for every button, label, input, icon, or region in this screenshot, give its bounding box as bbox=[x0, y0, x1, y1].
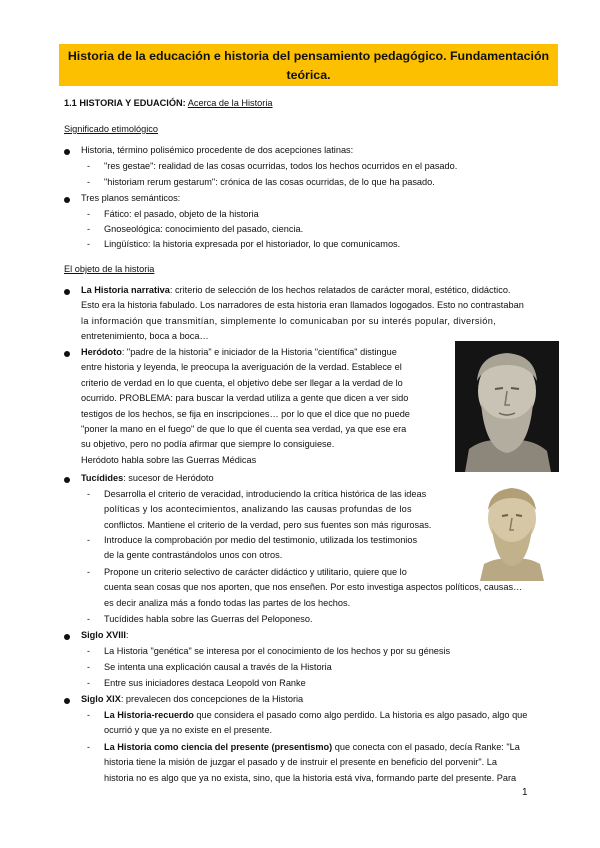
etym-sub-5: Lingüístico: la historia expresada por el historiador, lo que comunicamos. bbox=[104, 239, 401, 249]
document-page: Historia de la educación e historia del pensamiento pedagógico. Fundamentación teórica. 1.1 HISTORIA Y EDUACIÓN: Acerca de la Historia Significado etimológico Historia, término polisémico procedente de dos acepciones latinas: - "res gestae": realidad de las cosas ocurridas, todos los hechos ocurridos en el pasado. - "historiam rerum gestarum": crónica de las cosas ocurridas, de lo que ha pasado. Tres planos semánticos: - Fático: el pasado, objeto de la historia - Gnoseológica: conocimiento del pasado, ciencia. - Lingüístico: la historia expresada por el historiador, lo que comunicamos. El objeto de la historia La Historia narrativa: criterio de selección de los hechos relatados de carácter moral, estético, didáctico. Esto era la historia fabulado. Los narradores de esta historia eran llamados logogados. Esto no contrastaban la información que transmitían, simplemente lo comunicaban por su interés popular, diversión, entretenimiento, boca a boca… Heródoto: "padre de la historia" e iniciador de la Historia "científica" distingue entre historia y leyenda, le preocupa la averiguación de la verdad. Establece el criterio de verdad en lo que cuenta, el objetivo debe ser llegar a la verdad de lo ocurrido. PROBLEMA: para buscar la verdad utiliza a gente que dicen a ver sido testigos de los hechos, se fija en inscripciones… por lo que el dice que no puede "poner la mano en el fuego" de que lo que él cuenta sea verdad, ya que ese era su objetivo, pero no podía afirmar que siempre lo consiguiese. Heródoto habla sobre las Guerras Médicas Tucídides: sucesor de Heródoto - Desarrolla el criterio de veracidad, introduciendo la crítica histórica de las ideas políticas y los acontecimientos, analizando las causas profundas de los conflictos. Mantiene el criterio de la verdad, pero sus fuentes son más rigurosas. - Introduce la comprobación por medio del testimonio, utilizada los testimonios de la gente contrastándolos unos con otros. - Propone un criterio selectivo de carácter didáctico y utilitario, quiere que lo cuenta sean cosas que nos aporten, que nos enseñen. Por esto investiga aspectos políticos, causas… es decir analiza más a fondo todas las partes de los hechos. - Tucídides habla sobre las Guerras del Peloponeso. Siglo XVIII: - La Historia "genética" se interesa por el conocimiento de los hechos y por su génesis - Se intenta una explicación causal a través de la Historia - Entre sus iniciadores destaca Leopold von Ranke Siglo XIX: prevalecen dos concepciones de la Historia - La Historia-recuerdo que considera el pasado como algo perdido. La historia es algo pasado, algo que ocurrió y que ya no existe en el presente. - La Historia como ciencia del presente (presentismo) que conecta con el pasado, decía Ranke: "La historia tiene la misión de juzgar el pasado y de instruir el presente en beneficio del porvenir". La historia no es algo que ya no exista, sino, que la historia está viva, formando parte del presente. Para 1 bbox=[0, 0, 600, 848]
bullet-dot bbox=[64, 477, 70, 483]
bullet-dot bbox=[64, 149, 70, 155]
thucydides-point-2: Introduce la comprobación por medio del testimonio, utilizada los testimonios de la gente contrastándolos unos con otros. bbox=[104, 535, 418, 561]
etym-bullet-1: Historia, término polisémico procedente de dos acepciones latinas: bbox=[81, 145, 354, 155]
object-heading: El objeto de la historia bbox=[64, 264, 155, 274]
bullet-dot bbox=[64, 289, 70, 295]
century-18-point-1: La Historia "genética" se interesa por el conocimiento de los hechos y por su génesis bbox=[104, 646, 451, 656]
thucydides-point-4: Tucídides habla sobre las Guerras del Peloponeso. bbox=[104, 614, 313, 624]
bullet-dot bbox=[64, 197, 70, 203]
etymology-heading: Significado etimológico bbox=[64, 124, 158, 134]
section-subtitle: Acerca de la Historia bbox=[187, 98, 273, 108]
thucydides-bust-image bbox=[466, 480, 558, 581]
thucydides-bust-icon bbox=[466, 480, 558, 581]
section-number-title: 1.1 HISTORIA Y EDUACIÓN bbox=[64, 98, 183, 108]
herodotus-bust-icon bbox=[455, 341, 559, 472]
century-18-heading: Siglo XVIII: bbox=[81, 630, 129, 640]
century-18-point-2: Se intenta una explicación causal a través de la Historia bbox=[104, 662, 332, 672]
herodotus-bust-image bbox=[455, 341, 559, 472]
etym-sub-2: "historiam rerum gestarum": crónica de las cosas ocurridas, de lo que ha pasado. bbox=[104, 177, 435, 187]
century-19-point-1: La Historia-recuerdo que considera el pasado como algo perdido. La historia es algo pasado, algo que ocurrió y que ya no existe en el presente. bbox=[104, 710, 528, 736]
page-number: 1 bbox=[522, 787, 528, 798]
century-18-point-3: Entre sus iniciadores destaca Leopold von Ranke bbox=[104, 678, 306, 688]
etym-sub-1: "res gestae": realidad de las cosas ocurridas, todos los hechos ocurridos en el pasado. bbox=[104, 161, 458, 171]
thucydides-point-3: Propone un criterio selectivo de carácter didáctico y utilitario, quiere que lo cuenta sean cosas que nos aporten, que nos enseñen. Por esto investiga aspectos políticos, causas… es decir analiza más a fondo todas las partes de los hechos. bbox=[104, 567, 523, 608]
etym-bullet-2: Tres planos semánticos: bbox=[81, 193, 181, 203]
century-19-heading: Siglo XIX: prevalecen dos concepciones de la Historia bbox=[81, 694, 304, 704]
narrative-paragraph: La Historia narrativa: criterio de selección de los hechos relatados de carácter moral, estético, didáctico. Esto era la historia fabulado. Los narradores de esta historia eran llamados logogados. Esto no contrastaban la información que transmitían, simplemente lo comunicaban por su interés popular, diversión, entretenimiento, boca a boca… bbox=[81, 285, 524, 342]
etym-sub-4: Gnoseológica: conocimiento del pasado, ciencia. bbox=[104, 224, 304, 234]
section-heading: 1.1 HISTORIA Y EDUACIÓN: Acerca de la Historia bbox=[64, 98, 273, 108]
etym-sub-3: Fático: el pasado, objeto de la historia bbox=[104, 209, 259, 219]
document-title: Historia de la educación e historia del pensamiento pedagógico. Fundamentación teórica. bbox=[59, 44, 558, 86]
bullet-dot bbox=[64, 698, 70, 704]
bullet-dot bbox=[64, 351, 70, 357]
herodotus-paragraph: Heródoto: "padre de la historia" e iniciador de la Historia "científica" distingue entre historia y leyenda, le preocupa la averiguación de la verdad. Establece el criterio de verdad en lo que cuenta, el objetivo debe ser llegar a la verdad de lo ocurrido. PROBLEMA: para buscar la verdad utiliza a gente que dicen a ver sido testigos de los hechos, se fija en inscripciones… por lo que el dice que no puede "poner la mano en el fuego" de que lo que él cuenta sea verdad, ya que ese era su objetivo, pero no podía afirmar que siempre lo consiguiese. Heródoto habla sobre las Guerras Médicas bbox=[81, 347, 410, 465]
bullet-dot bbox=[64, 634, 70, 640]
century-19-point-2: La Historia como ciencia del presente (presentismo) que conecta con el pasado, decía Ranke: "La historia tiene la misión de juzgar el pasado y de instruir el presente en beneficio del porvenir". La historia no es algo que ya no exista, sino, que la historia está viva, formando parte del presente. Para bbox=[104, 742, 520, 783]
thucydides-heading: Tucídides: sucesor de Heródoto bbox=[81, 473, 214, 483]
thucydides-point-1: Desarrolla el criterio de veracidad, introduciendo la crítica histórica de las ideas políticas y los acontecimientos, analizando las causas profundas de los conflictos. Mantiene el criterio de la verdad, pero sus fuentes son más rigurosas. bbox=[104, 489, 432, 530]
